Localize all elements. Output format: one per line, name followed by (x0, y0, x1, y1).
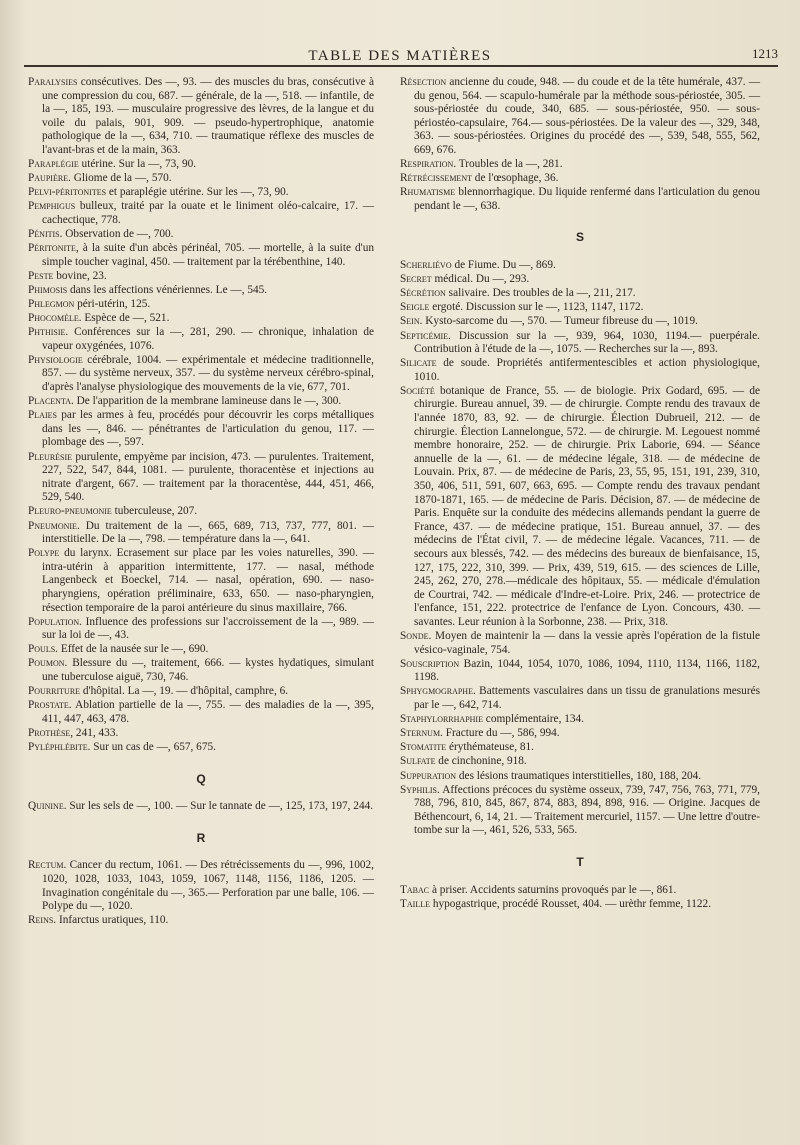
index-entries-t (400, 884, 760, 912)
entry-headword: Société (400, 384, 435, 397)
entry-text: Bazin, 1044, 1054, 1070, 1086, 1094, 1110, 1134, 1166, 1182, 1198. (414, 657, 760, 684)
index-entry (28, 326, 374, 353)
entry-headword: Rétrécissement (400, 172, 472, 185)
index-entry (28, 616, 374, 643)
entry-headword: Pénitis. (28, 228, 63, 241)
entry-text: Conférences sur la —, 281, 290. — chronique, inhalation de vapeur oxygénées, 1076. (42, 326, 374, 352)
entry-headword: Quinine. (28, 800, 67, 813)
entry-text: consécutives. Des —, 93. — des muscles du bras, consécutive à une compression du cou, 687. — générale, de la —, 518. — infantile, de la —, 185, 193. — musculaire progressive des lèvres, de la langue et du voile du palais, 901, 909. — pseudo-hypertrophique, anatomie pathologique de la —, 634, 710. — traumatique réflexe des muscles de l'avant-bras et de la main, 363. (42, 76, 374, 156)
entry-text: érythémateuse, 81. (446, 741, 534, 754)
entry-headword: Paupière. (28, 172, 71, 185)
entry-headword: Paralysies (28, 76, 78, 88)
entry-headword: Pourriture (28, 685, 81, 698)
entry-text: Infarctus uratiques, 110. (56, 914, 169, 927)
entry-text: bovine, 23. (53, 269, 107, 282)
index-entry (400, 273, 760, 287)
entry-headword: Peste (28, 269, 54, 282)
entry-text: Affections précoces du système osseux, 739, 747, 756, 763, 771, 779, 788, 796, 810, 845, 867, 874, 883, 894, 898, 916. — Origine. Jacques de Béthencourt, 6, 14, 21. — Traitement mercuriel, 1157. — Une lettre d'outre-tombe sur la —, 461, 526, 533, 565. (414, 783, 760, 837)
index-entry (28, 409, 374, 450)
index-entry (28, 859, 374, 913)
entry-text: de soude. Propriétés antifermentescibles et action physiologique, 1010. (414, 357, 760, 383)
index-entry (400, 172, 760, 186)
page-number: 1213 (752, 46, 778, 61)
entry-text: blennorrhagique. Du liquide renfermé dans l'articulation du genou pendant le —, 638. (414, 186, 760, 212)
entry-headword: Phimosis (28, 283, 68, 296)
entry-text: des lésions traumatiques interstitielles, 180, 188, 204. (456, 769, 702, 782)
index-entry (400, 385, 760, 630)
entry-text: Battements vasculaires dans un tissu de granulations mesurés par le —, 642, 714. (414, 685, 760, 712)
entry-headword: Silicate (400, 357, 437, 370)
entry-text: médical. Du —, 293. (431, 273, 530, 286)
entry-text: de Fiume. Du —, 869. (451, 259, 556, 272)
entry-text: botanique de France, 55. — de biologie. Prix Godard, 695. — de chirurgie. Bureau annuel, 39. — de chirurgie. Compte rendu des travaux de l'année 1870, 83, 92. — de chirurgie. Élection Dubrueil, 212. — de chirurgie. Élection Lannelongue, 572. — de chirurgie. M. Legouest nommé membre honoraire, 252. — de chirurgie. Prix Laborie, 694. — Séance annuelle de la —, 61. — de médecine légale, 318. — de médecine de Louvain. Prix, 87. — de médecine de Paris, 23, 55, 95, 151, 191, 239, 310, 350, 406, 511, 591, 607, 663, 695. — Compte rendu des travaux pendant 1870-1871, 165. — de médecine de Paris. Décision, 87. — de médecine de Paris. Enquête sur la conduite des médecins allemands pendant la guerre de France, 437. — de médecine pratique, 151. Bureau annuel, 37. — des médecins de l'État civil, 7. — de médecine légale. Vacances, 711. — de secours aux blessés, 742. — des médecins des bureaux de bienfaisance, 15, 127, 175, 222, 310, 399. — Prix, 439, 519, 615. — des sciences de Lille, 245, 262, 270, 278.—médicale des hôpitaux, 55. — médicale d'émulation de Courtrai, 742. — médicale d'Indre-et-Loire. Prix, 246. — protectrice de l'enfance, 151, 222. protectrice de l'enfance de Lyon. Concours, 430. — savantes. Leur réunion à la Sorbonne, 238. — Prix, 318. (414, 384, 760, 628)
entry-headword: Prothèse, (28, 726, 74, 739)
entry-text: ergoté. Discussion sur le —, 1123, 1147, 1172. (429, 301, 644, 314)
section-letter-r: R (196, 830, 206, 845)
index-entry (28, 914, 374, 928)
index-entry (28, 451, 374, 505)
entry-text: Influence des professions sur l'accroissement de la —, 989. — sur la loi de —, 43. (42, 615, 374, 642)
entry-text: péri-utérin, 125. (74, 298, 151, 310)
index-entry (400, 315, 760, 329)
entry-headword: Staphylorrhaphie (400, 713, 483, 726)
running-title: TABLE DES MATIÈRES (308, 48, 492, 64)
entry-text: De l'apparition de la membrane lamineuse dans le —, 300. (73, 395, 342, 408)
index-entry (28, 284, 374, 298)
entry-text: Kysto-sarcome du —, 570. — Tumeur fibreuse du —, 1019. (422, 315, 698, 328)
entry-headword: Placenta. (28, 395, 74, 408)
entry-headword: Scherliévo (400, 259, 452, 272)
entry-headword: Péritonite, (28, 242, 79, 255)
entry-text: Gliome de la —, 570. (70, 172, 172, 185)
index-entry (28, 76, 374, 158)
entry-headword: Respiration. (400, 158, 457, 171)
entry-headword: Seigle (400, 301, 430, 314)
entry-headword: Paraplégie (28, 158, 79, 171)
index-entry (400, 301, 760, 315)
entry-text: d'hôpital. La —, 19. — d'hôpital, camphre, 6. (80, 685, 289, 698)
entry-text: Espèce de —, 521. (81, 312, 170, 325)
section-letter-q: Q (196, 771, 206, 786)
entry-headword: Tabac (400, 883, 430, 896)
entry-text: Discussion sur la —, 939, 964, 1030, 1194.— puerpérale. Contribution à l'étude de la —, 1075. — Recherches sur la —, 893. (414, 329, 760, 356)
index-entry (400, 741, 760, 755)
entry-text: Ablation partielle de la —, 755. — des maladies de la —, 395, 411, 447, 463, 478. (42, 699, 374, 725)
entry-headword: Syphilis. (400, 783, 440, 796)
index-entry (28, 800, 374, 814)
entry-text: à priser. Accidents saturnins provoqués par le —, 861. (429, 883, 677, 896)
index-entry (400, 259, 760, 273)
index-entry (28, 727, 374, 741)
left-column (28, 76, 374, 928)
index-entry (28, 186, 374, 200)
entry-headword: Pouls. (28, 643, 58, 656)
entry-headword: Souscription (400, 657, 460, 670)
entry-headword: Sein. (400, 315, 423, 328)
index-entry (400, 76, 760, 158)
entry-headword: Prostate. (28, 699, 72, 712)
entry-headword: Polype (28, 547, 60, 560)
index-entry (28, 547, 374, 615)
index-entry (28, 270, 374, 284)
entry-text: tuberculeuse, 207. (111, 505, 198, 518)
entry-headword: Pyléphlébite. (28, 741, 91, 753)
index-entries-p (28, 76, 374, 755)
index-entries-q (28, 800, 374, 814)
entry-headword: Pleurésie (28, 450, 73, 463)
index-entry (28, 395, 374, 409)
section-letter-t: T (576, 854, 584, 869)
entry-text: ancienne du coude, 948. — du coude et de la tête humérale, 437. — du genou, 564. — scapulo-humérale par la méthode sous-périostée, 305. — sous-périostée du coude, 340, 685. — sous-périostée, 950. — sous-périostéo-capsulaire, 764.— sous-périostées. De la valeur des —, 329, 348, 363. — sous-périostées. Origines du procédé des —, 539, 548, 555, 562, 669, 676. (414, 76, 760, 156)
index-entry (400, 727, 760, 741)
entry-text: dans les affections vénériennes. Le —, 545. (67, 283, 268, 296)
index-entry (28, 228, 374, 242)
index-entry (400, 186, 760, 213)
entry-headword: Plaies (28, 409, 57, 422)
entry-headword: Pelvi-péritonites (28, 186, 107, 199)
entry-text: de l'œsophage, 36. (471, 172, 559, 185)
entry-headword: Pneumonie. (28, 519, 80, 532)
entry-headword: Sécrétion (400, 287, 446, 300)
index-entry (28, 505, 374, 519)
entry-headword: Phocomèle. (28, 312, 82, 325)
index-entry (400, 357, 760, 384)
entry-text: et paraplégie utérine. Sur les —, 73, 90. (106, 186, 289, 199)
entry-text: Du traitement de la —, 665, 689, 713, 737, 777, 801. — interstitielle. De la —, 798. — température dans la —, 641. (42, 519, 374, 546)
index-entries-r-cont (400, 76, 760, 213)
entry-text: complémentaire, 134. (482, 713, 584, 726)
entry-text: bulleux, traité par la ouate et le liniment oléo-calcaire, 17. — cachectique, 778. (42, 200, 374, 226)
index-entry (400, 755, 760, 769)
entry-text: purulente, empyème par incision, 473. — purulentes. Traitement, 227, 522, 547, 844, 1081. — purulente, thoracentèse et injections au nitrate d'argent, 667. — traitement par la thoracentèse, 444, 451, 466, 529, 540. (42, 450, 374, 504)
entry-text: Moyen de maintenir la — dans la vessie après l'opération de la fistule vésico-vaginale, 754. (414, 630, 760, 656)
entry-headword: Rhumatisme (400, 186, 456, 199)
index-entry (28, 158, 374, 172)
entry-text: salivaire. Des troubles de la —, 211, 217. (445, 287, 636, 300)
entry-text: à la suite d'un abcès périnéal, 705. — mortelle, à la suite d'un simple toucher vaginal, 450. — traitement par la térébenthine, 140. (42, 242, 374, 268)
index-entry (400, 658, 760, 685)
entry-text: Cancer du rectum, 1061. — Des rétrécissements du —, 996, 1002, 1020, 1028, 1033, 1043, 1059, 1067, 1148, 1156, 1186, 1205. — Invagination congénitale du —, 365.— Perforation par une balle, 106. — Polype du —, 1020. (42, 859, 374, 913)
index-entry (400, 330, 760, 357)
index-entry (28, 643, 374, 657)
index-entry (400, 287, 760, 301)
entry-text: Fracture du —, 586, 994. (442, 727, 560, 740)
entry-headword: Secret (400, 273, 432, 286)
entry-text: Blessure du —, traitement, 666. — kystes hydatiques, simulant une tuberculose aiguë, 730, 746. (42, 657, 374, 684)
entry-text: Effet de la nausée sur le —, 690. (58, 643, 209, 656)
index-entry (28, 520, 374, 547)
entry-headword: Rectum. (28, 859, 67, 872)
entry-headword: Suppuration (400, 769, 457, 782)
header-rule (24, 65, 778, 67)
index-entry (400, 784, 760, 838)
entry-text: par les armes à feu, procédés pour découvrir les corps métalliques dans les —, 846. — pénétrantes de l'articulation du genou, 117. — plombage des —, 597. (42, 409, 374, 449)
index-entry (400, 898, 760, 912)
entry-text: 241, 433. (73, 726, 119, 739)
index-entry (28, 741, 374, 755)
entry-headword: Sonde. (400, 630, 432, 643)
entry-headword: Phlegmon (28, 298, 75, 310)
entry-text: utérine. Sur la —, 73, 90. (78, 158, 197, 171)
index-entry (28, 242, 374, 269)
entry-text: Sur un cas de —, 657, 675. (90, 741, 216, 753)
entry-headword: Résection (400, 76, 447, 88)
right-column (400, 76, 760, 912)
section-letter-s: S (575, 230, 584, 245)
entry-text: Observation de —, 700. (62, 228, 174, 241)
entry-headword: Pleuro-pneumonie (28, 505, 112, 518)
index-entry (400, 158, 760, 172)
index-entry (400, 770, 760, 784)
index-entries-r (28, 859, 374, 927)
entry-headword: Phthisie. (28, 326, 69, 339)
entry-headword: Population. (28, 615, 82, 628)
index-entry (28, 200, 374, 227)
entry-headword: Physiologie (28, 353, 83, 366)
entry-text: Troubles de la —, 281. (456, 158, 563, 171)
entry-headword: Sphygmographe. (400, 685, 476, 698)
page-header (0, 44, 800, 68)
entry-headword: Pemphigus (28, 200, 76, 213)
index-entry (28, 354, 374, 395)
index-entry (28, 298, 374, 312)
entry-headword: Sulfate (400, 755, 436, 768)
entry-headword: Poumon. (28, 657, 68, 670)
index-entry (28, 312, 374, 326)
entry-text: Sur les sels de —, 100. — Sur le tannate de —, 125, 173, 197, 244. (66, 800, 374, 813)
index-entry (400, 884, 760, 898)
entry-text: du larynx. Ecrasement sur place par les voies naturelles, 390. — intra-utérin à apparition intermittente, 177. — nasal, méthode Langenbeck et Boeckel, 714. — nasal, opération, 690. — naso-pharyngiens, opération préliminaire, 633, 650. — naso-pharyngien, résection temporaire de la paroi antérieure du sinus maxillaire, 766. (42, 547, 374, 614)
entry-text: hypogastrique, procédé Rousset, 404. — urèthr femme, 1122. (430, 897, 712, 910)
entry-text: de cinchonine, 918. (435, 755, 527, 768)
entry-headword: Stomatite (400, 741, 447, 754)
entry-headword: Taille (400, 897, 431, 910)
index-entry (28, 699, 374, 726)
entry-text: cérébrale, 1004. — expérimentale et médecine traditionnelle, 857. — du système nerveux, 357. — du système nerveux cérébro-spinal, d'après l'analyse physiologique des mouvements de la vie, 677, 701. (42, 353, 374, 394)
entry-headword: Septicémie. (400, 329, 451, 342)
index-entries-s (400, 259, 760, 838)
index-entry (400, 630, 760, 657)
index-entry (28, 172, 374, 186)
entry-headword: Reins. (28, 914, 57, 927)
index-entry (28, 657, 374, 684)
index-entry (400, 685, 760, 712)
entry-headword: Sternum. (400, 727, 443, 740)
index-entry (400, 713, 760, 727)
index-entry (28, 685, 374, 699)
